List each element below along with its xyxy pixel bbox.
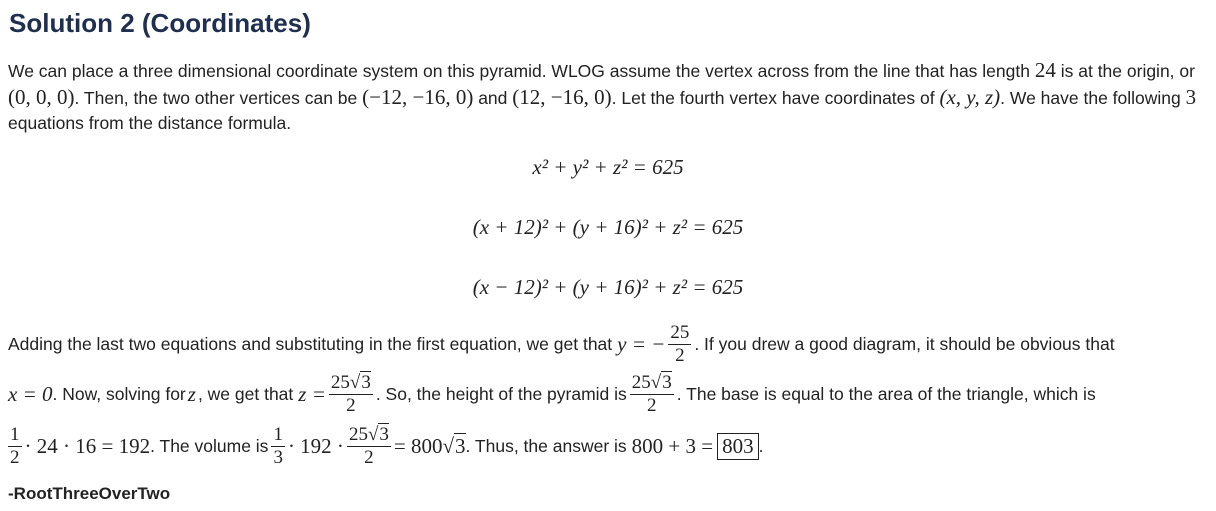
intro-text-3: . Then, the two other vertices can be <box>74 87 358 108</box>
boxed-answer: 803 <box>717 433 759 460</box>
vertex-1-coord: (−12, −16, 0) <box>362 84 474 109</box>
intro-text-4: and <box>478 87 508 108</box>
base-numerator: 1 <box>10 424 20 445</box>
vertex-4-coord: (x, y, z) <box>939 84 1001 109</box>
volume-result: = 800√3 <box>393 434 466 458</box>
solution-title: Solution 2 (Coordinates) <box>9 8 311 38</box>
equation-1: x² + y² + z² = 625 <box>532 155 684 179</box>
volume-mid: · 192 · <box>287 434 344 458</box>
body-text-3: . Now, solving for <box>52 384 186 404</box>
vertex-2-coord: (12, −16, 0) <box>512 84 612 109</box>
body-line-2 <box>8 372 1096 417</box>
intro-text-5: . Let the fourth vertex have coordinates of <box>611 87 935 108</box>
body-text-8: . Thus, the answer is <box>465 436 627 456</box>
body-text-2: . If you drew a good diagram, it should be obvious that <box>694 334 1115 354</box>
height-fraction <box>630 372 674 417</box>
intro-text-2: is at the origin, or <box>1060 61 1195 81</box>
body-text-5: . So, the height of the pyramid is <box>375 384 627 404</box>
y-lhs: y = − <box>617 332 666 356</box>
x-value: x = 0 <box>8 382 53 406</box>
base-denominator: 2 <box>10 447 20 468</box>
z-numerator: 25√3 <box>330 372 371 393</box>
body-text-6: . The base is equal to the area of the triangle, which is <box>676 384 1096 404</box>
body-text-1: Adding the last two equations and substituting in the first equation, we get that <box>8 334 613 354</box>
intro-paragraph <box>8 58 1208 137</box>
y-numerator: 25 <box>670 322 690 343</box>
volume-denominator: 3 <box>273 447 283 468</box>
volume-numerator-2: 25√3 <box>348 424 389 445</box>
body-line-1 <box>8 322 1115 367</box>
length-value: 24 <box>1034 58 1056 82</box>
z-fraction <box>329 372 373 417</box>
author-signature: -RootThreeOverTwo <box>8 484 171 503</box>
equation-count: 3 <box>1185 84 1197 109</box>
equation-2: (x + 12)² + (y + 16)² + z² = 625 <box>472 215 744 239</box>
volume-fraction-2 <box>347 424 391 469</box>
height-numerator: 25√3 <box>631 372 672 393</box>
volume-denominator-2: 2 <box>364 447 374 468</box>
y-denominator: 2 <box>675 345 685 366</box>
height-denominator: 2 <box>647 395 657 416</box>
body-text-7: . The volume is <box>150 436 269 456</box>
equation-3: (x − 12)² + (y + 16)² + z² = 625 <box>472 275 744 299</box>
z-variable: z <box>187 382 196 406</box>
intro-text-1: We can place a three dimensional coordinate system on this pyramid. WLOG assume the vertex across from the line that has length <box>8 61 1030 81</box>
y-fraction <box>668 322 691 367</box>
origin-coord: (0, 0, 0) <box>8 84 75 109</box>
base-fraction <box>8 424 22 469</box>
z-lhs: z = <box>298 382 326 406</box>
body-text-9: . <box>758 436 764 456</box>
body-line-3 <box>8 424 763 469</box>
body-text-4: , we get that <box>197 384 294 404</box>
answer-expression: 800 + 3 = <box>631 434 714 458</box>
volume-fraction <box>271 424 285 469</box>
intro-text-7: equations from the distance formula. <box>8 113 292 133</box>
intro-text-6: . We have the following <box>1000 87 1181 108</box>
volume-numerator: 1 <box>273 424 283 445</box>
base-expression: · 24 · 16 = 192 <box>24 434 151 458</box>
z-denominator: 2 <box>346 395 356 416</box>
